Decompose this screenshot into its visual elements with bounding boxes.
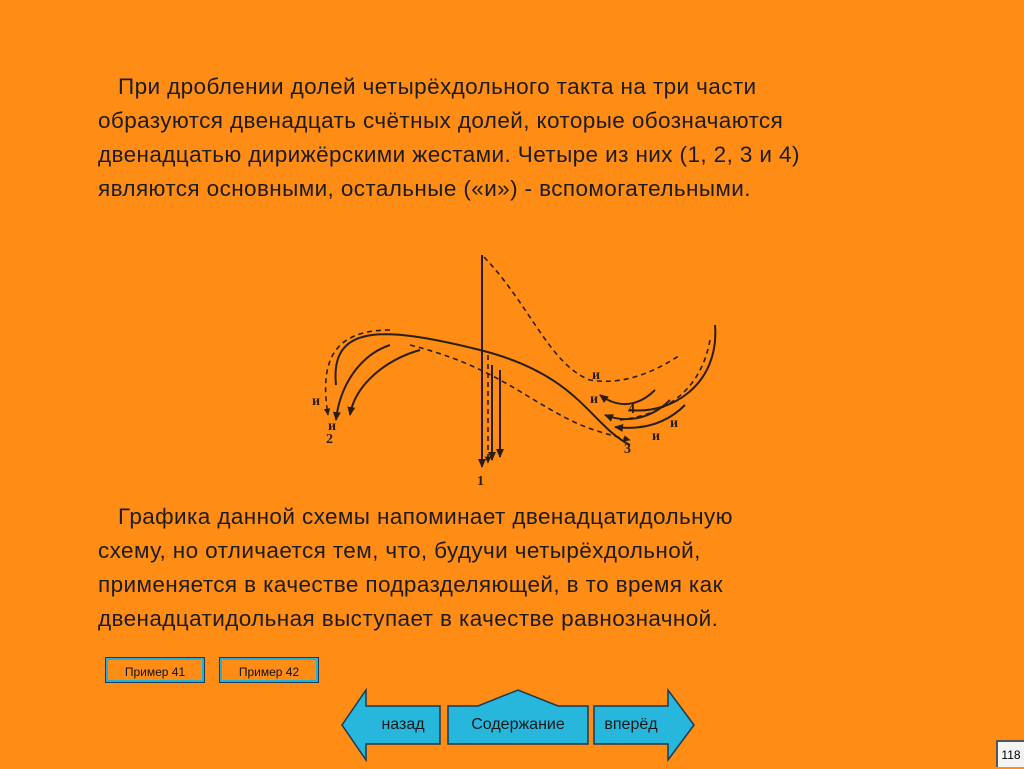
- conducting-scheme-diagram: [290, 245, 730, 490]
- beat-label-1: 1: [477, 474, 484, 489]
- aux-label: и: [590, 392, 599, 407]
- aux-label: и: [652, 429, 661, 444]
- example-41-button[interactable]: Пример 41: [106, 658, 204, 682]
- aux-label: и: [312, 394, 321, 409]
- beat-label-2: 2: [326, 432, 333, 447]
- text-line: двенадцатью дирижёрскими жестами. Четыре из них (1, 2, 3 и 4): [98, 142, 800, 167]
- beat-label-3: 3: [624, 442, 631, 457]
- dashed-arc-top: [484, 257, 680, 381]
- description-paragraph: [98, 500, 733, 636]
- left-stroke-a: [336, 345, 390, 420]
- beat-label-4: 4: [628, 402, 635, 417]
- intro-paragraph: [98, 70, 800, 206]
- page-number: 118: [996, 740, 1024, 767]
- right-hook: [630, 325, 715, 411]
- text-line: схему, но отличается тем, что, будучи четырёхдольной,: [98, 538, 701, 563]
- example-42-button[interactable]: Пример 42: [220, 658, 318, 682]
- text-line: образуются двенадцать счётных долей, которые обозначаются: [98, 108, 784, 133]
- left-stroke-b: [350, 350, 420, 415]
- text-line: являются основными, остальные («и») - вспомогательными.: [98, 176, 751, 201]
- text-line: двенадцатидольная выступает в качестве равнозначной.: [98, 606, 719, 631]
- back-button[interactable]: назад: [381, 716, 425, 733]
- text-line: Графика данной схемы напоминает двенадцатидольную: [118, 504, 733, 529]
- text-line: применяется в качестве подразделяющей, в то время как: [98, 572, 723, 597]
- aux-label: и: [328, 419, 337, 434]
- navigation-bar: [340, 688, 696, 762]
- aux-label: и: [670, 416, 679, 431]
- text-line: При дроблении долей четырёхдольного такта на три части: [118, 74, 757, 99]
- aux-label: и: [592, 368, 601, 383]
- forward-button[interactable]: вперёд: [604, 716, 658, 733]
- contents-button[interactable]: Содержание: [471, 716, 565, 733]
